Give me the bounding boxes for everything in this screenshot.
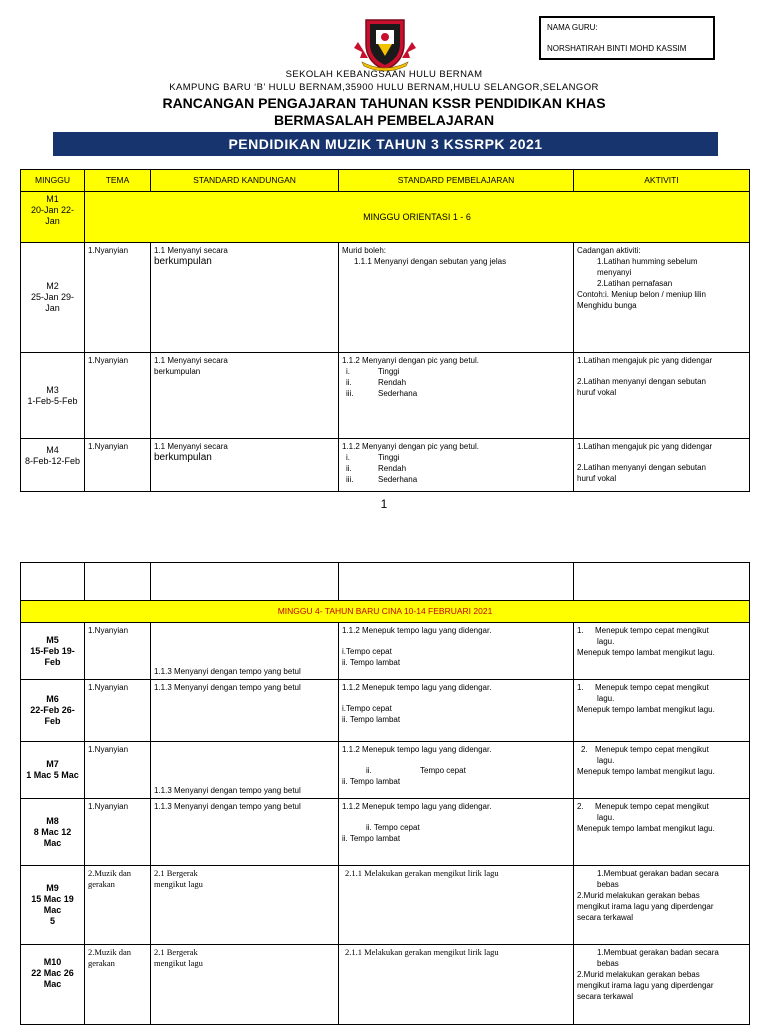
sp-cell — [339, 243, 574, 353]
sp-cell — [339, 353, 574, 439]
sp-line: ii. Tempo lambat — [342, 715, 401, 724]
sk-cell — [151, 243, 339, 353]
week-date: 25-Jan 29-Jan — [30, 292, 75, 313]
tema-cell: 1.Nyanyian — [85, 742, 151, 799]
table-row — [21, 439, 750, 492]
aktiviti-line: 1.Latihan mengajuk pic yang didengar — [577, 442, 713, 451]
table-row — [21, 680, 750, 742]
sp-sub-item — [342, 474, 570, 485]
aktiviti-line: secara terkawal — [577, 992, 634, 1001]
week-cell — [21, 623, 85, 680]
table-header-row — [21, 170, 750, 192]
roman-numeral: iii. — [346, 389, 354, 398]
week-cell — [21, 680, 85, 742]
aktiviti-line: secara terkawal — [577, 913, 634, 922]
aktiviti-line: Menepuk tempo cepat mengikut — [595, 626, 709, 635]
sp-cell — [339, 799, 574, 866]
sk-line: 1.1 Menyanyi secara — [154, 356, 228, 365]
week-code: M10 — [43, 957, 62, 967]
empty-header-row — [21, 563, 750, 601]
sp-line: 1.1.2 Menyanyi dengan pic yang betul. — [342, 356, 479, 365]
week-cell — [21, 192, 85, 243]
tema-cell: 1.Nyanyian — [85, 353, 151, 439]
week-date: 15-Feb 19-Feb — [30, 645, 75, 667]
sk-line: 2.1 Bergerak — [154, 868, 198, 878]
sp-sub-item — [342, 366, 570, 377]
week-code: M1 — [46, 194, 59, 204]
table-row — [21, 192, 750, 243]
week-code: M2 — [46, 281, 59, 291]
aktiviti-line: Menghidu bunga — [577, 301, 637, 310]
week-cell — [21, 866, 85, 945]
week-code: M5 — [46, 634, 59, 645]
tema-cell: 1.Nyanyian — [85, 680, 151, 742]
week-cell — [21, 945, 85, 1025]
aktiviti-line: 2.Murid melakukan gerakan bebas — [577, 891, 700, 900]
week-code: M4 — [46, 445, 59, 455]
sp-sub-text: Sederhana — [378, 475, 418, 484]
sk-cell: 1.1.3 Menyanyi dengan tempo yang betul — [151, 799, 339, 866]
sp-sub-text: Rendah — [378, 464, 407, 473]
subject-banner: PENDIDIKAN MUZIK TAHUN 3 KSSRPK 2021 — [53, 132, 718, 156]
roman-numeral: i. — [346, 453, 350, 462]
table-row — [21, 866, 750, 945]
header-standard-pembelajaran: STANDARD PEMBELAJARAN — [339, 170, 574, 192]
aktiviti-cell — [574, 353, 750, 439]
aktiviti-line: 1.Membuat gerakan badan secara — [597, 869, 719, 878]
aktiviti-line: 1.Latihan humming sebelum — [597, 257, 698, 266]
sp-cell — [339, 439, 574, 492]
aktiviti-line: lagu. — [597, 756, 615, 765]
aktiviti-line: 2.Latihan pernafasan — [597, 279, 673, 288]
sk-line: berkumpulan — [154, 256, 212, 267]
sp-line: ii. Tempo lambat — [342, 834, 401, 843]
week-code: M9 — [46, 883, 59, 893]
sk-cell: 1.1.3 Menyanyi dengan tempo yang betul — [151, 742, 339, 799]
sp-cell: 2.1.1 Melakukan gerakan mengikut lirik lagu — [339, 945, 574, 1025]
yearly-plan-table-page2 — [20, 562, 750, 1025]
sk-cell: 1.1.3 Menyanyi dengan tempo yang betul — [151, 623, 339, 680]
page-number: 1 — [380, 497, 388, 511]
aktiviti-line: lagu. — [597, 694, 615, 703]
sk-cell — [151, 866, 339, 945]
week-date: 8-Feb-12-Feb — [24, 456, 81, 466]
header-tema: TEMA — [85, 170, 151, 192]
aktiviti-number: 1. — [577, 626, 584, 635]
aktiviti-line: Menepuk tempo cepat mengikut — [595, 745, 709, 754]
school-crest-logo — [352, 14, 418, 74]
week-date: 20-Jan 22-Jan — [30, 205, 75, 226]
aktiviti-cell — [574, 742, 750, 799]
aktiviti-number: 2. — [581, 745, 588, 754]
holiday-row — [21, 601, 750, 623]
table-row — [21, 799, 750, 866]
aktiviti-cell — [574, 623, 750, 680]
aktiviti-line: bebas — [597, 959, 619, 968]
aktiviti-line: menyanyi — [597, 268, 632, 277]
tema-cell: 1.Nyanyian — [85, 439, 151, 492]
sk-line: 2.1 Bergerak — [154, 947, 198, 957]
roman-numeral: ii. — [346, 464, 352, 473]
aktiviti-line: Menepuk tempo cepat mengikut — [595, 802, 709, 811]
aktiviti-line: Menepuk tempo lambat mengikut lagu. — [577, 824, 715, 833]
sp-line: Murid boleh: — [342, 246, 387, 255]
aktiviti-line: mengikut irama lagu yang diperdengar — [577, 902, 714, 911]
sp-line: 1.1.1 Menyanyi dengan sebutan yang jelas — [354, 257, 507, 266]
sp-line: 1.1.2 Menepuk tempo lagu yang didengar. — [342, 745, 492, 754]
sp-line: 1.1.2 Menepuk tempo lagu yang didengar. — [342, 626, 492, 635]
aktiviti-line: lagu. — [597, 813, 615, 822]
roman-numeral: iii. — [346, 475, 354, 484]
roman-numeral: ii. — [366, 766, 372, 775]
sp-line: i.Tempo cepat — [342, 704, 392, 713]
document-title-line1: RANCANGAN PENGAJARAN TAHUNAN KSSR PENDIDIKAN KHAS — [162, 95, 606, 111]
table-row — [21, 243, 750, 353]
aktiviti-cell — [574, 866, 750, 945]
sp-sub-item — [342, 452, 570, 463]
school-name: SEKOLAH KEBANGSAAN HULU BERNAM — [285, 69, 483, 80]
teacher-name: NORSHATIRAH BINTI MOHD KASSIM — [547, 44, 687, 53]
aktiviti-line: lagu. — [597, 637, 615, 646]
week-date: 15 Mac 19 Mac — [31, 894, 74, 915]
sp-sub-text: Sederhana — [378, 389, 418, 398]
week-date: 22-Feb 26-Feb — [30, 705, 75, 726]
sp-sub-item — [342, 388, 570, 399]
teacher-label: NAMA GURU: — [547, 23, 598, 32]
teacher-name-box — [539, 16, 715, 60]
sp-line: ii. Tempo lambat — [342, 777, 401, 786]
week-code: M8 — [46, 815, 59, 826]
week-date: 1-Feb-5-Feb — [27, 395, 78, 406]
table-row — [21, 742, 750, 799]
sk-cell — [151, 353, 339, 439]
aktiviti-line: Cadangan aktiviti: — [577, 246, 641, 255]
holiday-note: MINGGU 4- TAHUN BARU CINA 10-14 FEBRUARI 2021 — [21, 601, 750, 623]
aktiviti-cell — [574, 243, 750, 353]
week-date: 22 Mac 26 Mac — [31, 968, 74, 989]
header-minggu: MINGGU — [21, 170, 85, 192]
sk-line: mengikut lagu — [154, 879, 203, 889]
sp-sub-text: Tinggi — [378, 453, 400, 462]
sp-cell — [339, 680, 574, 742]
header-aktiviti: AKTIVITI — [574, 170, 750, 192]
yearly-plan-table-page1 — [20, 169, 750, 492]
table-row — [21, 945, 750, 1025]
sp-sub-item — [342, 463, 570, 474]
aktiviti-cell — [574, 680, 750, 742]
week-code: M3 — [46, 384, 59, 395]
roman-numeral: i. — [346, 367, 350, 376]
tema-cell — [85, 945, 151, 1025]
week-extra: 5 — [49, 916, 55, 926]
aktiviti-number: 1. — [577, 683, 584, 692]
sk-cell: 1.1.3 Menyanyi dengan tempo yang betul — [151, 680, 339, 742]
tema-cell: 1.Nyanyian — [85, 243, 151, 353]
tema-line: 2.Muzik dan — [88, 868, 131, 878]
sk-cell — [151, 945, 339, 1025]
roman-numeral: ii. — [346, 378, 352, 387]
sk-line: berkumpulan — [154, 367, 201, 376]
aktiviti-line: Menepuk tempo cepat mengikut — [595, 683, 709, 692]
sp-line: ii. Tempo lambat — [342, 658, 401, 667]
week-cell — [21, 353, 85, 439]
sp-line: 1.1.2 Menyanyi dengan pic yang betul. — [342, 442, 479, 451]
aktiviti-cell — [574, 945, 750, 1025]
orientation-note: MINGGU ORIENTASI 1 - 6 — [85, 192, 750, 243]
sp-cell — [339, 742, 574, 799]
week-cell — [21, 742, 85, 799]
week-cell — [21, 439, 85, 492]
aktiviti-line: 2.Murid melakukan gerakan bebas — [577, 970, 700, 979]
aktiviti-line: 2.Latihan menyanyi dengan sebutan — [577, 377, 706, 386]
week-cell — [21, 799, 85, 866]
aktiviti-cell — [574, 439, 750, 492]
aktiviti-line: mengikut irama lagu yang diperdengar — [577, 981, 714, 990]
aktiviti-line: huruf vokal — [577, 388, 617, 397]
sp-sub-item — [342, 765, 570, 776]
aktiviti-line: 1.Membuat gerakan badan secara — [597, 948, 719, 957]
aktiviti-line: bebas — [597, 880, 619, 889]
tema-line: gerakan — [88, 958, 115, 968]
sk-line: mengikut lagu — [154, 958, 203, 968]
document-title-line2: BERMASALAH PEMBELAJARAN — [273, 112, 495, 128]
aktiviti-line: Menepuk tempo lambat mengikut lagu. — [577, 767, 715, 776]
sp-line: ii. Tempo cepat — [366, 823, 420, 832]
week-date: 8 Mac 12 Mac — [33, 826, 72, 848]
tema-cell — [85, 866, 151, 945]
tema-cell: 1.Nyanyian — [85, 623, 151, 680]
header-standard-kandungan: STANDARD KANDUNGAN — [151, 170, 339, 192]
sk-line: 1.1 Menyanyi secara — [154, 246, 228, 255]
sp-sub-item — [342, 377, 570, 388]
week-code: M6 — [46, 694, 59, 704]
aktiviti-line: 2.Latihan menyanyi dengan sebutan — [577, 463, 706, 472]
tema-cell: 1.Nyanyian — [85, 799, 151, 866]
sp-cell: 2.1.1 Melakukan gerakan mengikut lirik lagu — [339, 866, 574, 945]
table-row — [21, 623, 750, 680]
aktiviti-cell — [574, 799, 750, 866]
sk-line: 1.1 Menyanyi secara — [154, 442, 228, 451]
table-row — [21, 353, 750, 439]
sp-line: 1.1.2 Menepuk tempo lagu yang didengar. — [342, 683, 492, 692]
sp-line: i.Tempo cepat — [342, 647, 392, 656]
week-code: M7 — [46, 759, 59, 769]
sp-line: 1.1.2 Menepuk tempo lagu yang didengar. — [342, 802, 492, 811]
sp-cell — [339, 623, 574, 680]
aktiviti-line: huruf vokal — [577, 474, 617, 483]
sp-sub-text: Tempo cepat — [420, 766, 466, 775]
aktiviti-line: Menepuk tempo lambat mengikut lagu. — [577, 648, 715, 657]
sk-cell — [151, 439, 339, 492]
aktiviti-line: 1.Latihan mengajuk pic yang didengar — [577, 356, 713, 365]
sk-line: berkumpulan — [154, 452, 212, 463]
aktiviti-line: Menepuk tempo lambat mengikut lagu. — [577, 705, 715, 714]
week-cell — [21, 243, 85, 353]
week-date: 1 Mac 5 Mac — [26, 770, 79, 780]
tema-line: gerakan — [88, 879, 115, 889]
aktiviti-number: 2. — [577, 802, 584, 811]
school-address: KAMPUNG BARU ‘B’ HULU BERNAM,35900 HULU BERNAM,HULU SELANGOR,SELANGOR — [169, 82, 599, 93]
sp-sub-text: Tinggi — [378, 367, 400, 376]
sp-sub-text: Rendah — [378, 378, 407, 387]
aktiviti-line: Contoh:i. Meniup belon / meniup lilin — [577, 290, 706, 299]
tema-line: 2.Muzik dan — [88, 947, 131, 957]
